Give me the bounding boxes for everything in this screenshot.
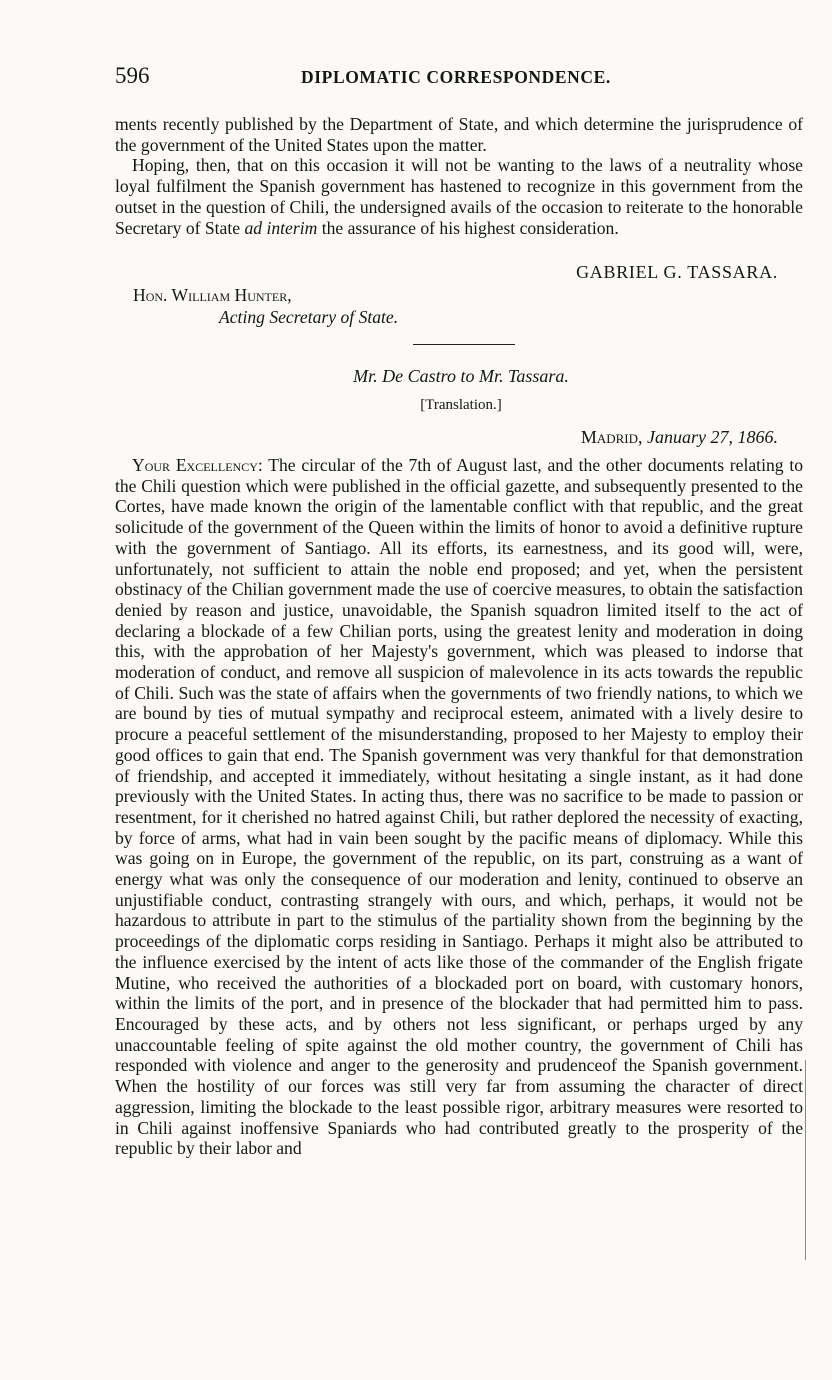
page-edge-mark (805, 1060, 806, 1260)
salutation: Your Excellency: (132, 455, 263, 475)
paragraph-text: The circular of the 7th of August last, and the other documents relating to the Chili question which were published in the official gazette, and subsequently presented to the Cortes, have made known the origin of the lamentable conflict with that republic, and the great solicitude of the government of the Queen within the limits of honor to avoid a definitive rupture with the government of Santiago. All its efforts, its earnestness, and its good will, were, unfortunately, not sufficient to attain the noble end proposed; and yet, when the persistent obstinacy of the Chilian government made the use of coercive measures, to obtain the satisfaction denied by reason and justice, unavoidable, the Spanish squadron limited itself to the act of declaring a blockade of a few Chilian ports, using the greatest lenity and moderation in doing this, with the approbation of her Majesty's government, which was pleased to indorse that moderation of conduct, and remove all suspicion of malevolence in its acts towards the republic of Chili. Such was the state of affairs when the governments of two friendly nations, to which we are bound by ties of mutual sympathy and reciprocal esteem, animated with a lively desire to procure a peaceful settlement of the misunderstanding, proposed to her Majesty to employ their good offices to gain that end. The Spanish government was very thankful for that demonstration of friendship, and accepted it immediately, without hesitating a single instant, as it had done previously with the United States. In acting thus, there was no sacrifice to be made to passion or resentment, for it cherished no hatred against Chili, but rather deplored the necessity of exacting, by force of arms, what had in vain been sought by the pacific means of diplomacy. While this was going on in Europe, the government of the republic, on its part, construing as a want of energy what was only the consequence of our moderation and lenity, continued to observe an unjustifiable conduct, contrasting strangely with ours, and which, perhaps, it would not be hazardous to attribute in part to the stimulus of the partiality shown from the beginning by the proceedings of the diplomatic corps residing in Santiago. Perhaps it might also be attributed to the influence exercised by the intent of acts like those of the commander of the English frigate Mutine, who received the authorities of a blockaded port on board, with customary honors, within the limits of the port, and in presence of the blockader that had permitted him to pass. Encouraged by these acts, and by others not less significant, or perhaps urged by any unaccountable feeling of spite against the old mother country, the government of Chili has responded with violence and anger to the generosity and prudenceof the Spanish government. When the hostility of our forces was still very far from assuming the character of direct aggression, limiting the blockade to the least possible rigor, arbitrary measures were resorted to in Chili against inoffensive Spaniards who had contributed greatly to the prosperity of the republic by their labor and (115, 455, 804, 1159)
translation-note: [Translation.] (420, 397, 502, 413)
continuation-text (115, 114, 803, 238)
dateline-date: January 27, 1866. (642, 427, 778, 447)
paragraph: ments recently published by the Department of State, and which determine the jurisprudence of the government of the United States upon the matter. (115, 114, 803, 155)
letter-body (115, 455, 803, 1159)
paragraph-text: the assurance of his highest consideration. (317, 217, 619, 238)
paragraph (115, 455, 803, 1159)
dateline-place: Madrid, (580, 427, 643, 447)
emphasis-text: ad interim (244, 217, 318, 238)
page-number: 596 (115, 63, 150, 88)
signature: GABRIEL G. TASSARA. (576, 262, 778, 282)
section-divider (413, 344, 515, 345)
paragraph (115, 155, 803, 238)
addressee-title: Acting Secretary of State. (219, 307, 399, 327)
page-header (115, 63, 805, 91)
paragraph-text: Hoping, then, that on this occasion it will not be wanting to the laws of a neutrality whose loyal fulfilment the Spanish government has hastened to recognize in this government from the outset in the question of Chili, the undersigned avails of the occasion to reiterate to the honorable Secretary of State (115, 155, 803, 238)
addressee-block (133, 284, 398, 328)
dateline (581, 427, 778, 448)
letter-heading: Mr. De Castro to Mr. Tassara. (353, 366, 569, 386)
addressee-name: Hon. William Hunter, (133, 285, 292, 305)
running-head: DIPLOMATIC CORRESPONDENCE. (301, 67, 611, 87)
